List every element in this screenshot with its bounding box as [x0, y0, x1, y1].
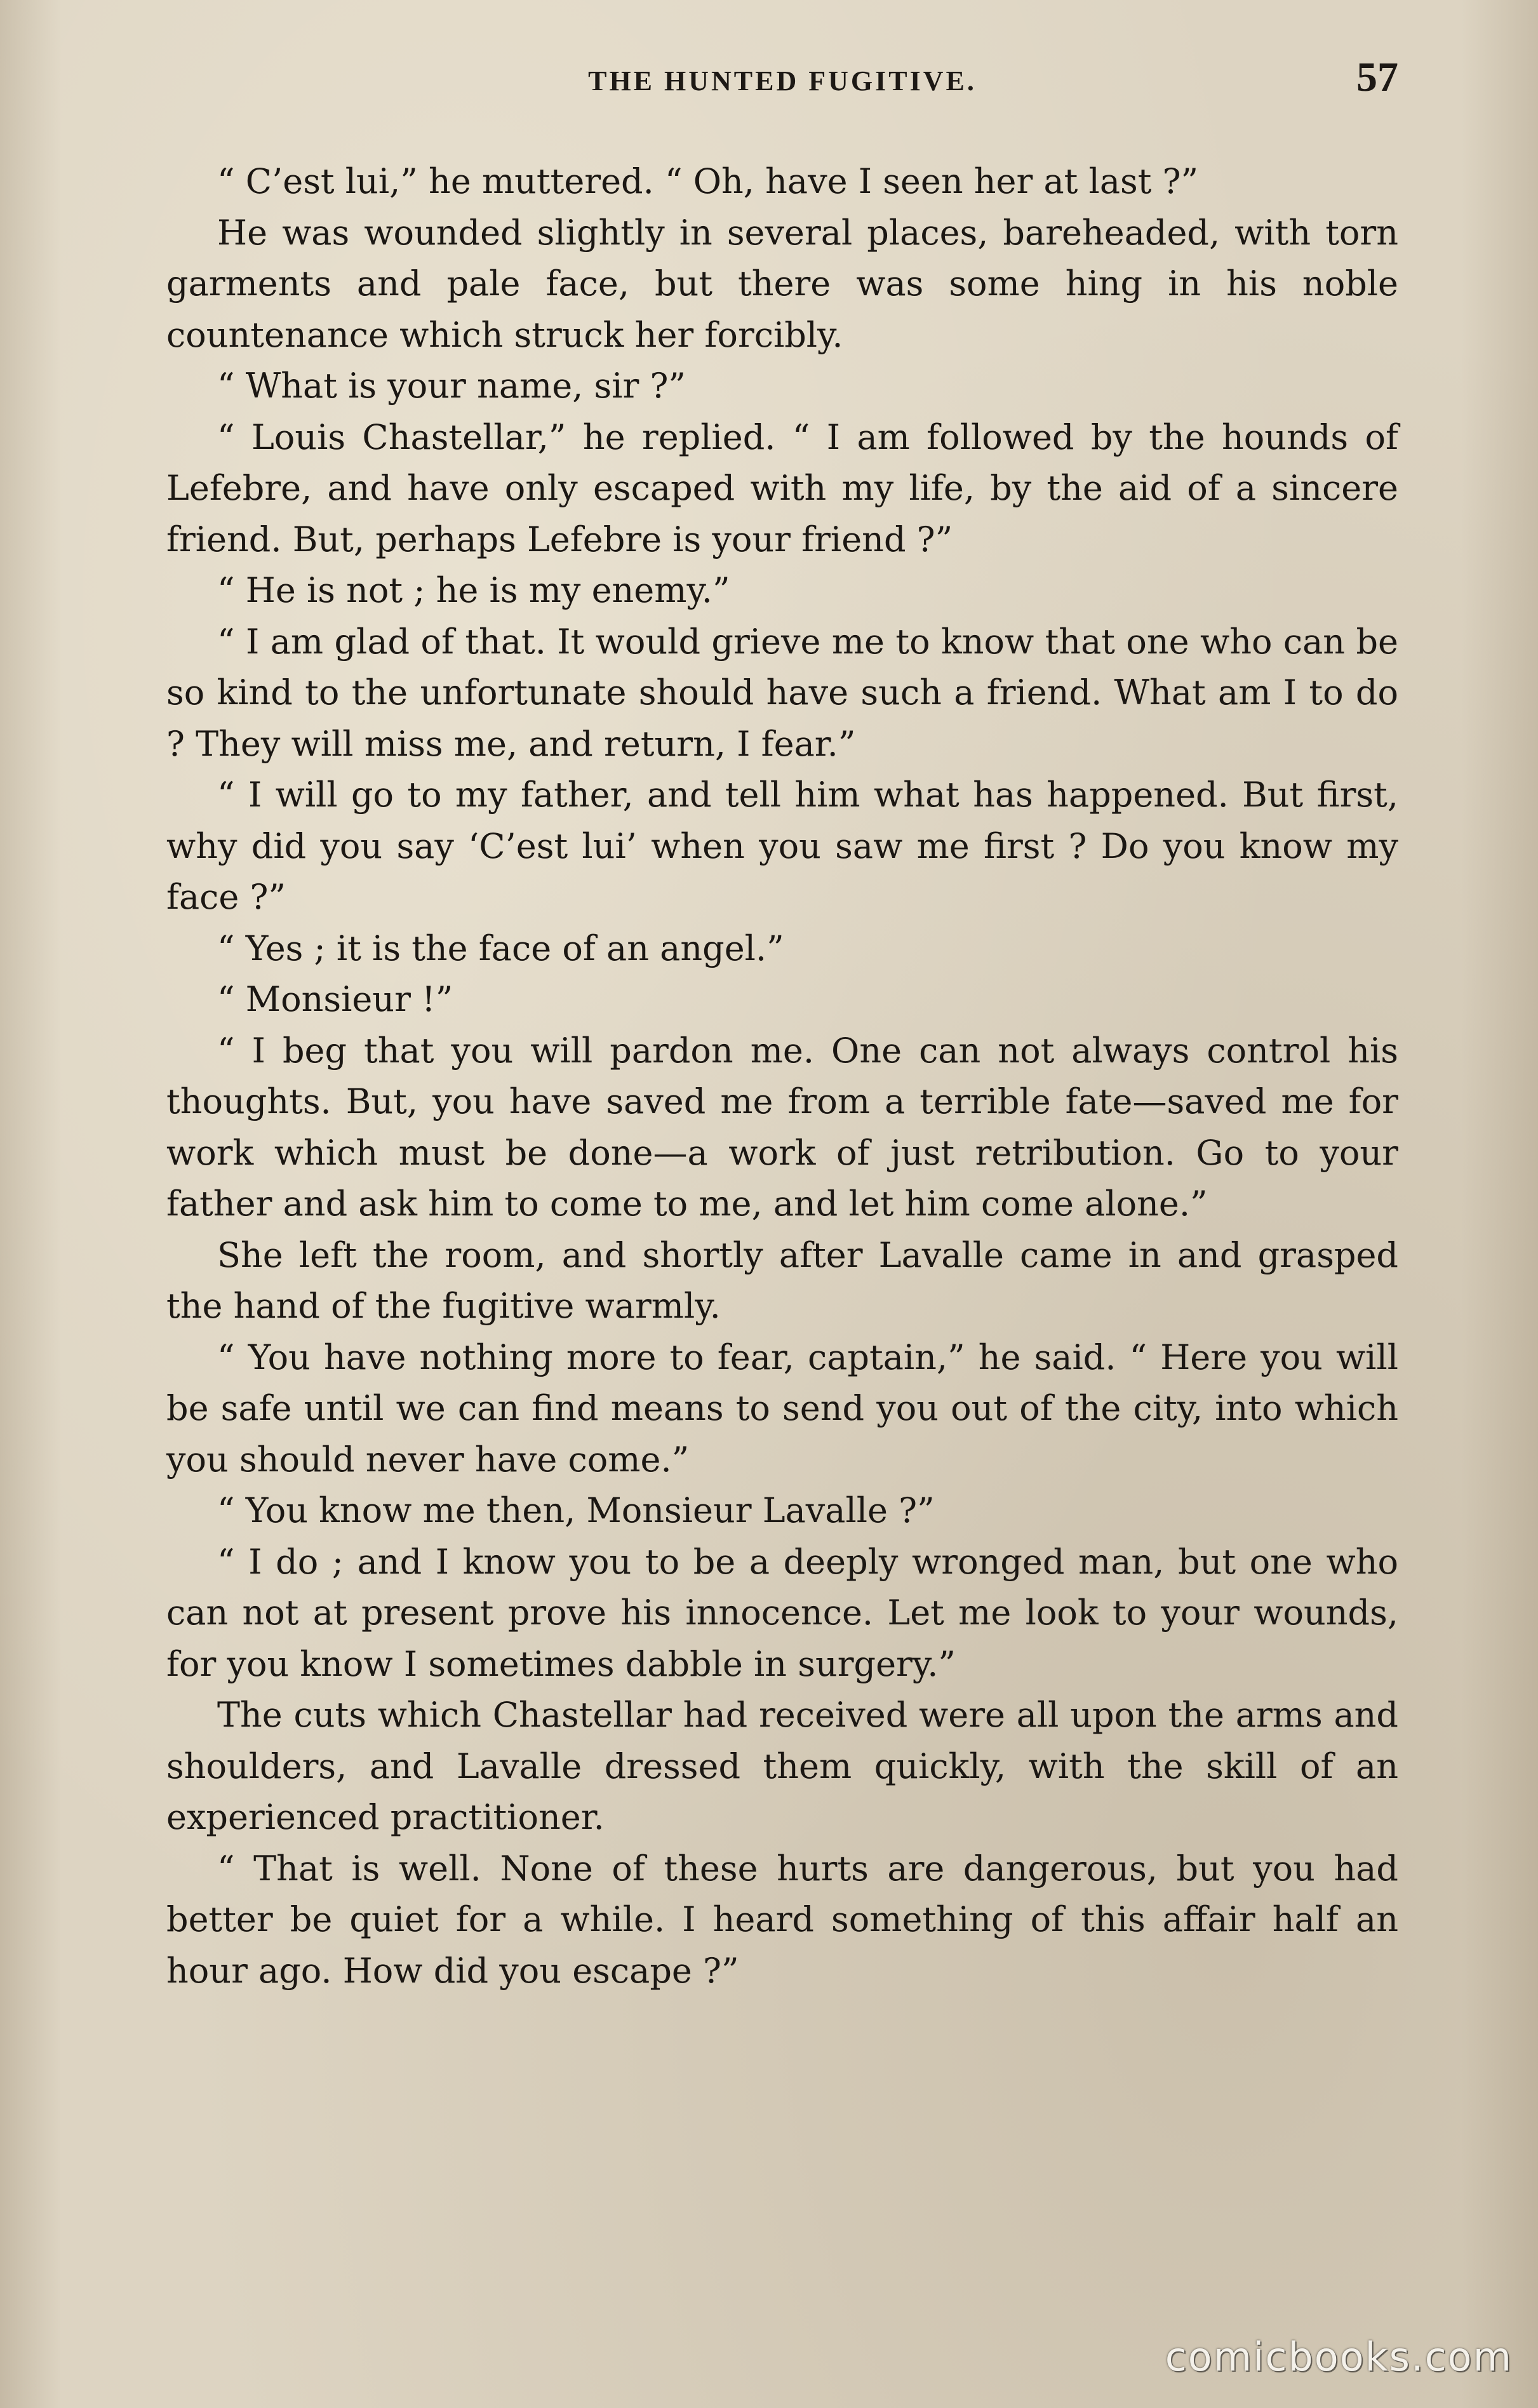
paragraph: “ He is not ; he is my enemy.” [217, 570, 730, 610]
paragraph: “ Louis Chastellar,” he replied. “ I am followed by the hounds of Lefebre, and have only escaped with my life, by the aid of a sincere friend. But, perhaps Lefebre is your friend ?” [166, 417, 1398, 559]
paragraph: “ I do ; and I know you to be a deeply wronged man, but one who can not at present prove his innocence. Let me look to your wounds, for you know I sometimes dabble in surgery.” [166, 1541, 1398, 1684]
paragraph: “ C’est lui,” he muttered. “ Oh, have I seen her at last ?” [217, 161, 1199, 201]
paragraph: “ Yes ; it is the face of an angel.” [217, 928, 784, 968]
paragraph: “ I beg that you will pardon me. One can not always control his thoughts. But, you have saved me from a terrible fate—saved me for work which must be done—a work of just retribution. Go to your father and ask him to come to me, and let him come alone.” [166, 1030, 1398, 1224]
paragraph: “ That is well. None of these hurts are dangerous, but you had better be quiet for a while. I heard something of this affair half an hour ago. How did you escape ?” [166, 1848, 1398, 1991]
page-number: 57 [1356, 54, 1398, 100]
paragraph: The cuts which Chastellar had received were all upon the arms and shoulders, and Lavalle dressed them quickly, with the skill of an experienced practitioner. [166, 1695, 1398, 1837]
paragraph: “ What is your name, sir ?” [217, 366, 686, 406]
paragraph: “ You know me then, Monsieur Lavalle ?” [217, 1490, 935, 1530]
body-text [166, 156, 1398, 1997]
paragraph: “ Monsieur !” [217, 979, 453, 1019]
paragraph: “ I am glad of that. It would grieve me to know that one who can be so kind to the unfortunate should have such a friend. What am I to do ? They will miss me, and return, I fear.” [166, 621, 1398, 764]
paragraph: “ I will go to my father, and tell him what has happened. But first, why did you say ‘C’est lui’ when you saw me first ? Do you know my face ?” [166, 775, 1398, 917]
paragraph: He was wounded slightly in several places, bareheaded, with torn garments and pale face, but there was some hing in his noble countenance which struck her forcibly. [166, 212, 1398, 355]
page-header [166, 52, 1398, 109]
watermark: comicbooks.com [1165, 2334, 1513, 2380]
running-title: THE HUNTED FUGITIVE. [588, 65, 977, 97]
paragraph: She left the room, and shortly after Lavalle came in and grasped the hand of the fugitive warmly. [166, 1234, 1398, 1326]
paragraph: “ You have nothing more to fear, captain,” he said. “ Here you will be safe until we can find means to send you out of the city, into which you should never have come.” [166, 1337, 1398, 1480]
